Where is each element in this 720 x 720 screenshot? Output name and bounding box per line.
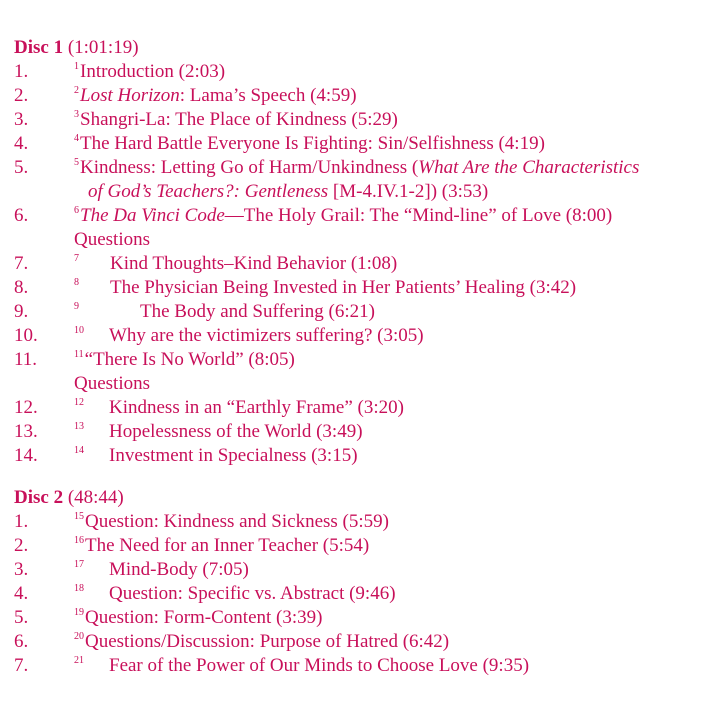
track-text: The Physician Being Invested in Her Patients’ Healing (3:42) (110, 277, 577, 298)
track-index: 14 (74, 445, 84, 456)
questions-label-text: Questions (74, 373, 150, 394)
disc-1-duration: (1:01:19) (67, 37, 139, 58)
track-row (14, 276, 577, 300)
track-text: Introduction (2:03) (80, 61, 226, 82)
track-index: 1 (74, 61, 79, 72)
track-text: Kind Thoughts–Kind Behavior (1:08) (110, 253, 398, 274)
questions-label (14, 228, 150, 252)
track-row (14, 132, 545, 156)
track-number: 1. (14, 511, 29, 532)
track-italic-text: The Da Vinci Code (80, 205, 225, 226)
track-title (74, 252, 397, 279)
track-row (14, 444, 358, 468)
track-row (14, 558, 249, 582)
track-row (14, 654, 530, 678)
track-index: 3 (74, 109, 79, 120)
track-row (14, 108, 398, 132)
track-title (74, 60, 225, 87)
track-text: The Need for an Inner Teacher (5:54) (85, 535, 370, 556)
track-row (14, 396, 404, 420)
track-index: 15 (74, 511, 84, 522)
track-title (74, 324, 424, 351)
track-number: 13. (14, 421, 38, 442)
track-title-continuation (88, 180, 488, 204)
track-number: 9. (14, 301, 29, 322)
track-index: 13 (74, 421, 84, 432)
track-text: Question: Specific vs. Abstract (9:46) (109, 583, 396, 604)
track-text: Why are the victimizers suffering? (3:05) (109, 325, 424, 346)
track-title (74, 348, 295, 375)
track-row (14, 252, 398, 276)
track-index: 2 (74, 85, 79, 96)
track-index: 8 (74, 277, 79, 288)
track-row (14, 60, 226, 84)
track-number: 7. (14, 253, 29, 274)
track-text: [M-4.IV.1-2]) (3:53) (328, 181, 489, 202)
track-index: 20 (74, 631, 84, 642)
disc-1-heading (14, 36, 139, 60)
disc-2-section (14, 486, 530, 678)
track-title (74, 396, 404, 423)
track-italic-text: What Are the Characteristics (418, 157, 640, 178)
track-text: The Body and Suffering (6:21) (140, 301, 375, 322)
disc-2-name: Disc 2 (14, 487, 64, 508)
track-row (14, 300, 375, 324)
track-title (74, 108, 398, 135)
track-number: 8. (14, 277, 29, 298)
track-index: 6 (74, 205, 79, 216)
track-index: 21 (74, 655, 84, 666)
questions-label (14, 372, 150, 396)
track-row (14, 324, 424, 348)
track-text: Mind-Body (7:05) (109, 559, 249, 580)
track-text: —The Holy Grail: The “Mind-line” of Love (8:00) (224, 205, 613, 226)
track-row (14, 630, 450, 654)
track-text: : Lama’s Speech (4:59) (179, 85, 357, 106)
track-index: 10 (74, 325, 84, 336)
track-title (74, 300, 375, 327)
track-row (14, 534, 370, 558)
track-number: 11. (14, 349, 38, 370)
track-italic-text: Lost Horizon (80, 85, 180, 106)
track-text: Question: Kindness and Sickness (5:59) (85, 511, 389, 532)
track-title (74, 84, 357, 111)
track-index: 16 (74, 535, 84, 546)
track-text: Question: Form-Content (3:39) (85, 607, 323, 628)
questions-label-text: Questions (74, 229, 150, 250)
track-number: 5. (14, 157, 29, 178)
track-title (74, 558, 249, 585)
track-text: The Hard Battle Everyone Is Fighting: Sin/Selfishness (4:19) (80, 133, 545, 154)
track-number: 6. (14, 205, 29, 226)
track-index: 17 (74, 559, 84, 570)
track-title (74, 156, 639, 183)
track-text: Shangri-La: The Place of Kindness (5:29) (80, 109, 398, 130)
track-title (74, 654, 529, 681)
track-title (74, 510, 389, 537)
track-number: 4. (14, 583, 29, 604)
track-index: 9 (74, 301, 79, 312)
track-text: Fear of the Power of Our Minds to Choose Love (9:35) (109, 655, 530, 676)
track-number: 2. (14, 85, 29, 106)
track-row (14, 420, 363, 444)
track-number: 1. (14, 61, 29, 82)
track-text: Investment in Specialness (3:15) (109, 445, 358, 466)
track-number: 14. (14, 445, 38, 466)
track-title (74, 276, 576, 303)
disc-1-section (14, 36, 640, 468)
track-number: 2. (14, 535, 29, 556)
track-title (74, 420, 363, 447)
track-text: Kindness in an “Earthly Frame” (3:20) (109, 397, 404, 418)
track-row (14, 84, 357, 108)
track-row (14, 204, 613, 228)
track-index: 18 (74, 583, 84, 594)
track-row (14, 156, 640, 204)
track-title (74, 582, 396, 609)
track-title (74, 630, 449, 657)
track-number: 10. (14, 325, 38, 346)
track-number: 7. (14, 655, 29, 676)
track-title (74, 534, 369, 561)
track-number: 3. (14, 109, 29, 130)
track-number: 6. (14, 631, 29, 652)
track-text: Hopelessness of the World (3:49) (109, 421, 363, 442)
track-index: 19 (74, 607, 84, 618)
track-title (74, 132, 545, 159)
track-text: “There Is No World” (8:05) (84, 349, 295, 370)
track-index: 11 (74, 349, 84, 360)
track-text: Kindness: Letting Go of Harm/Unkindness ( (80, 157, 419, 178)
disc-1-name: Disc 1 (14, 37, 64, 58)
track-title (74, 606, 322, 633)
track-index: 7 (74, 253, 79, 264)
track-row (14, 606, 323, 630)
track-text: Questions/Discussion: Purpose of Hatred (6:42) (85, 631, 450, 652)
track-row (14, 348, 295, 372)
track-number: 3. (14, 559, 29, 580)
track-italic-text: of God’s Teachers?: Gentleness (88, 181, 329, 202)
track-number: 5. (14, 607, 29, 628)
track-row (14, 510, 389, 534)
track-title (74, 444, 358, 471)
track-row (14, 582, 396, 606)
track-title (74, 204, 612, 231)
track-index: 5 (74, 157, 79, 168)
track-number: 12. (14, 397, 38, 418)
disc-2-duration: (48:44) (67, 487, 124, 508)
track-number: 4. (14, 133, 29, 154)
track-index: 4 (74, 133, 79, 144)
track-index: 12 (74, 397, 84, 408)
disc-2-heading (14, 486, 124, 510)
